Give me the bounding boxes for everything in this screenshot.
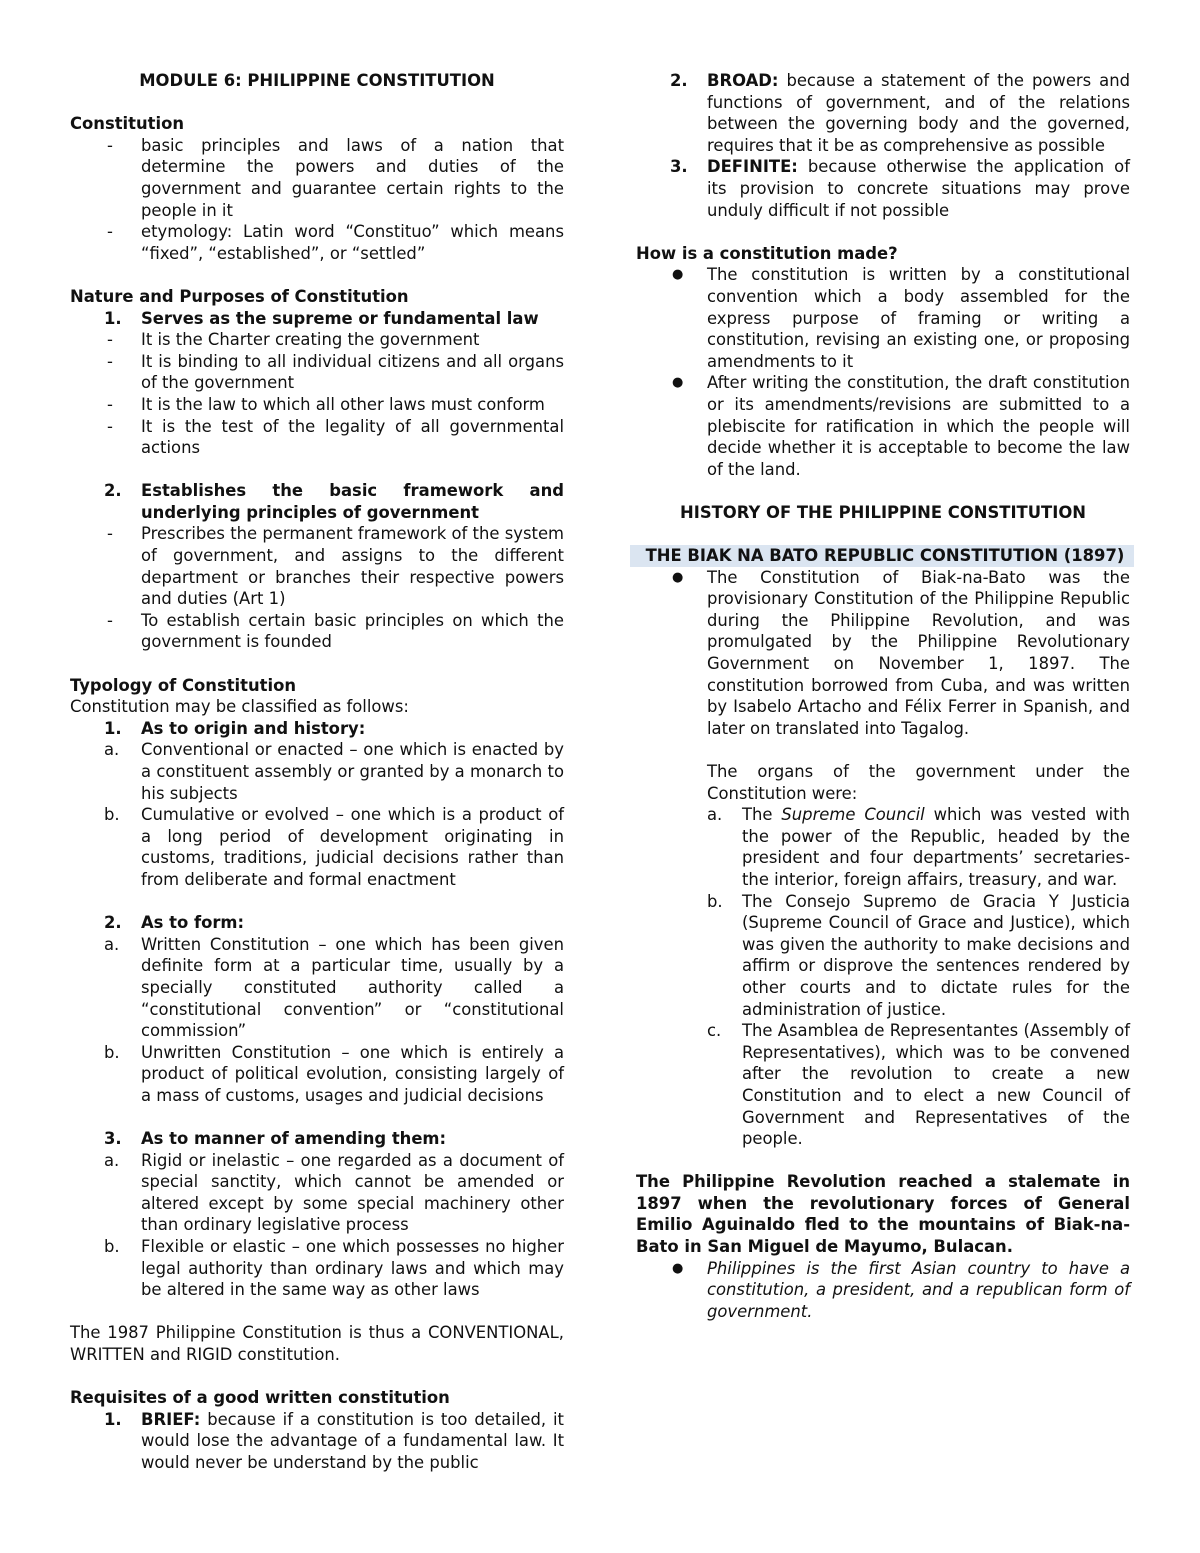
numbered-item: 3. As to manner of amending them:: [104, 1129, 447, 1149]
history-heading: HISTORY OF THE PHILIPPINE CONSTITUTION: [680, 502, 1086, 522]
bullet-icon: ●: [672, 267, 684, 283]
list-item: ● Philippines is the first Asian country to have a constitution, a president, and a republican form of government.: [672, 1258, 1130, 1321]
bullet-icon: ●: [672, 375, 684, 391]
typology-conclusion: The 1987 Philippine Constitution is thus a CONVENTIONAL, WRITTEN and RIGID constitution.: [70, 1323, 564, 1365]
list-item: ● The Constitution of Biak-na-Bato was the provisionary Constitution of the Philippine Republic during the Philippine Revolution, and was promulgated by the Philippine Revolutionary Government on November 1, 1897. The constitution borrowed from Cuba, and was written by Isabelo Artacho and Félix Ferrer in Spanish, and later on translated into Tagalog.: [672, 567, 1130, 738]
right-column: [636, 70, 1130, 1322]
list-item: - basic principles and laws of a nation that determine the powers and duties of the government and guarantee certain rights to the people in it: [107, 135, 564, 220]
biak-na-bato-heading: THE BIAK NA BATO REPUBLIC CONSTITUTION (1897): [630, 545, 1134, 567]
stalemate-paragraph: The Philippine Revolution reached a stalemate in 1897 when the revolutionary forces of General Emilio Aguinaldo fled to the mountains of Biak-na- Bato in San Miguel de Mayumo, Bulacan.: [636, 1172, 1130, 1257]
lettered-item: b. The Consejo Supremo de Gracia Y Justicia (Supreme Council of Grace and Justice), which was given the authority to make decisions and affirm or disprove the sentences rendered by other courts and to dictate rules for the administration of justice.: [707, 891, 1130, 1019]
constitution-heading: Constitution: [70, 114, 185, 134]
numbered-item: 2. Establishes the basic framework and underlying principles of government: [104, 481, 564, 522]
list-item: - It is binding to all individual citizens and all organs of the government: [107, 351, 564, 393]
lettered-item: b. Unwritten Constitution – one which is entirely a product of political evolution, consisting largely of a mass of customs, usages and judicial decisions: [104, 1042, 564, 1105]
lettered-item: a. The Supreme Council which was vested with the power of the Republic, headed by the president and four departments’ secretaries- the interior, foreign affairs, treasury, and war.: [707, 805, 1130, 889]
list-item: - To establish certain basic principles on which the government is founded: [107, 610, 564, 652]
numbered-item: 1. As to origin and history:: [104, 718, 366, 738]
numbered-item: 3. DEFINITE: because otherwise the application of its provision to concrete situations may prove unduly difficult if not possible: [670, 157, 1130, 220]
dash-marker: -: [107, 416, 113, 436]
list-item: - etymology: Latin word “Constituo” which means “fixed”, “established”, or “settled”: [107, 222, 564, 263]
list-item: - It is the test of the legality of all governmental actions: [107, 416, 564, 458]
requisites-heading: Requisites of a good written constitution: [70, 1388, 450, 1408]
left-column: [70, 70, 564, 1474]
organs-intro: The organs of the government under the Constitution were:: [707, 762, 1130, 803]
numbered-item: 1. BRIEF: because if a constitution is too detailed, it would lose the advantage of a fundamental law. It would never be understand by the public: [104, 1409, 564, 1472]
lettered-item: a. Conventional or enacted – one which is enacted by a constituent assembly or granted by a monarch to his subjects: [104, 740, 564, 803]
numbered-item: 1. Serves as the supreme or fundamental law: [104, 308, 539, 328]
list-item: ● After writing the constitution, the draft constitution or its amendments/revisions are submitted to a plebiscite for ratification in which the people will decide whether it is acceptable to become the law of the land.: [672, 373, 1130, 479]
list-item: - It is the Charter creating the government: [107, 330, 480, 350]
typology-intro: Constitution may be classified as follows:: [70, 697, 409, 717]
dash-marker: -: [107, 135, 113, 155]
dash-marker: -: [107, 394, 113, 414]
numbered-item: 2. BROAD: because a statement of the powers and functions of government, and of the relations between the governing body and the governed, requires that it be as comprehensive as possible: [670, 71, 1130, 155]
list-item: - It is the law to which all other laws must conform: [107, 394, 545, 414]
lettered-item: b. Cumulative or evolved – one which is a product of a long period of development originating in customs, traditions, judicial decisions rather than from deliberate and formal enactment: [104, 805, 564, 889]
lettered-item: a. Written Constitution – one which has been given definite form at a particular time, usually by a specially constituted authority called a “constitutional convention” or “constitutional commission”: [104, 934, 564, 1041]
list-item: ● The constitution is written by a constitutional convention which a body assembled for the express purpose of framing or writing a constitution, revising an existing one, or proposing amendments to it: [672, 265, 1130, 371]
dash-marker: -: [107, 524, 113, 544]
dash-marker: -: [107, 610, 113, 630]
nature-heading: Nature and Purposes of Constitution: [70, 286, 409, 306]
page-title: MODULE 6: PHILIPPINE CONSTITUTION: [139, 71, 495, 90]
bullet-icon: ●: [672, 1260, 684, 1276]
dash-marker: -: [107, 330, 113, 350]
how-made-heading: How is a constitution made?: [636, 243, 898, 263]
lettered-item: b. Flexible or elastic – one which possesses no higher legal authority than ordinary laws and which may be altered in the same way as other laws: [104, 1237, 564, 1300]
list-item: - Prescribes the permanent framework of the system of government, and assigns to the different department or branches their respective powers and duties (Art 1): [107, 524, 564, 609]
bullet-icon: ●: [672, 569, 684, 585]
numbered-item: 2. As to form:: [104, 913, 245, 933]
lettered-item: c. The Asamblea de Representantes (Assembly of Representatives), which was to be convened after the revolution to create a new Constitution and to elect a new Council of Government and Representatives of the people.: [707, 1021, 1130, 1149]
lettered-item: a. Rigid or inelastic – one regarded as a document of special sanctity, which cannot be amended or altered except by some special machinery other than ordinary legislative process: [104, 1150, 564, 1235]
dash-marker: -: [107, 351, 113, 371]
dash-marker: -: [107, 222, 113, 242]
typology-heading: Typology of Constitution: [70, 675, 297, 695]
